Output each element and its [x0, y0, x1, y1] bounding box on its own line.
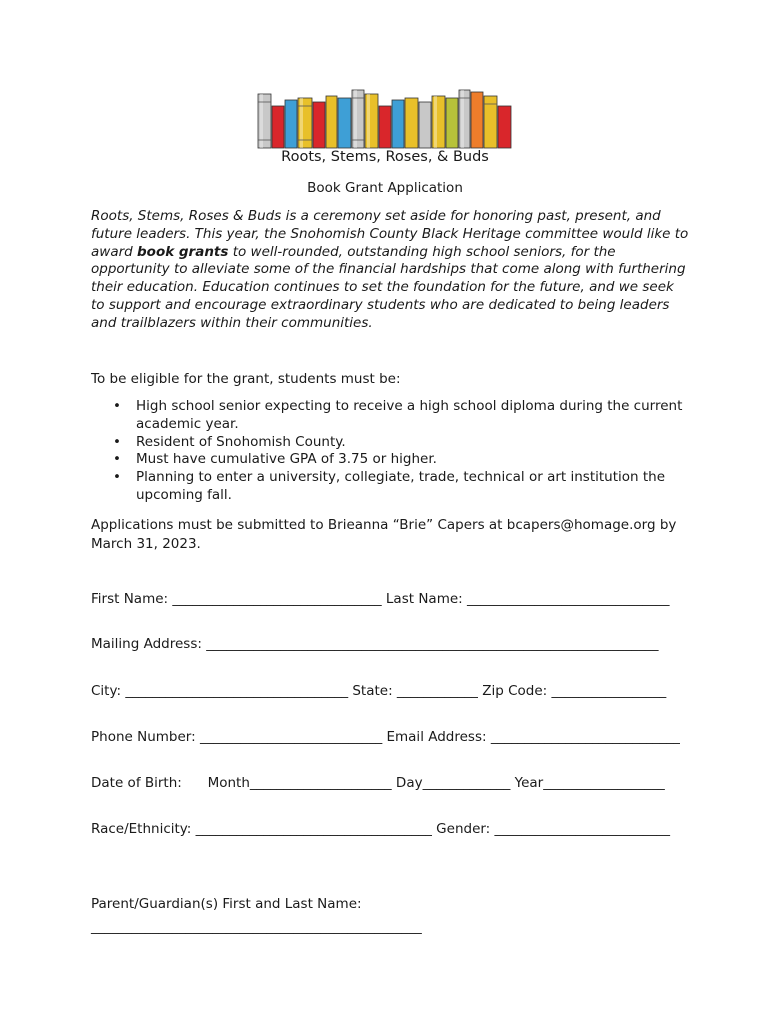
intro-bold: book grants: [137, 243, 229, 260]
name-field[interactable]: First Name: _______________________________ Last Name: ______________________________: [91, 591, 670, 607]
book-spine-icon: [272, 106, 284, 148]
book-spine-icon: [326, 96, 337, 148]
book-spine-icon: [365, 94, 378, 148]
parent-guardian-field[interactable]: Parent/Guardian(s) First and Last Name: _________________________________________________: [91, 896, 422, 935]
books-logo: [256, 86, 514, 150]
book-spine-icon: [352, 90, 364, 148]
phone-email-field[interactable]: Phone Number: ___________________________ Email Address: ____________________________: [91, 729, 680, 745]
list-item: • Must have cumulative GPA of 3.75 or higher.: [91, 451, 691, 469]
book-spine-icon: [459, 90, 470, 148]
book-spine-icon: [379, 106, 391, 148]
book-spine-icon: [446, 98, 458, 148]
submission-note: Applications must be submitted to Brieanna “Brie” Capers at bcapers@homage.org by March 31, 2023.: [91, 517, 677, 552]
intro-paragraph: Roots, Stems, Roses & Buds is a ceremony set aside for honoring past, present, and future leaders. This year, the Snohomish County Black Heritage committee would like to award book grants to well-rounded, outstanding high school seniors, for the opportunity to alleviate some of the financial hardships that come along with furthering their education. Education continues to set the foundation for the future, and we seek to support and encourage extraordinary students who are dedicated to being leaders and trailblazers within their communities.: [91, 208, 689, 331]
book-spine-icon: [392, 100, 404, 148]
book-spine-icon: [432, 96, 445, 148]
mailing-address-field[interactable]: Mailing Address: ___________________________________________________________________: [91, 636, 659, 652]
book-spine-icon: [498, 106, 511, 148]
list-item: • High school senior expecting to receive a high school diploma during the current academic year.: [91, 398, 691, 434]
race-gender-field[interactable]: Race/Ethnicity: ___________________________________ Gender: __________________________: [91, 821, 671, 837]
book-spine-icon: [471, 92, 483, 148]
list-item: • Planning to enter a university, collegiate, trade, technical or art institution the upcoming fall.: [91, 469, 691, 505]
list-item: • Resident of Snohomish County.: [91, 434, 691, 452]
book-spine-icon: [338, 98, 351, 148]
eligibility-list: [91, 398, 691, 505]
book-spine-icon: [285, 100, 297, 148]
book-spine-icon: [405, 98, 418, 148]
book-spine-icon: [313, 102, 325, 148]
city-state-zip-field[interactable]: City: _________________________________ State: ____________ Zip Code: _________________: [91, 683, 667, 699]
book-spine-icon: [419, 102, 431, 148]
date-of-birth-field[interactable]: Date of Birth: Month_____________________ Day_____________ Year__________________: [91, 775, 665, 791]
eligibility-heading: To be eligible for the grant, students must be:: [91, 371, 401, 387]
page-title: Roots, Stems, Roses, & Buds: [281, 149, 489, 165]
page-subtitle: Book Grant Application: [307, 180, 463, 196]
